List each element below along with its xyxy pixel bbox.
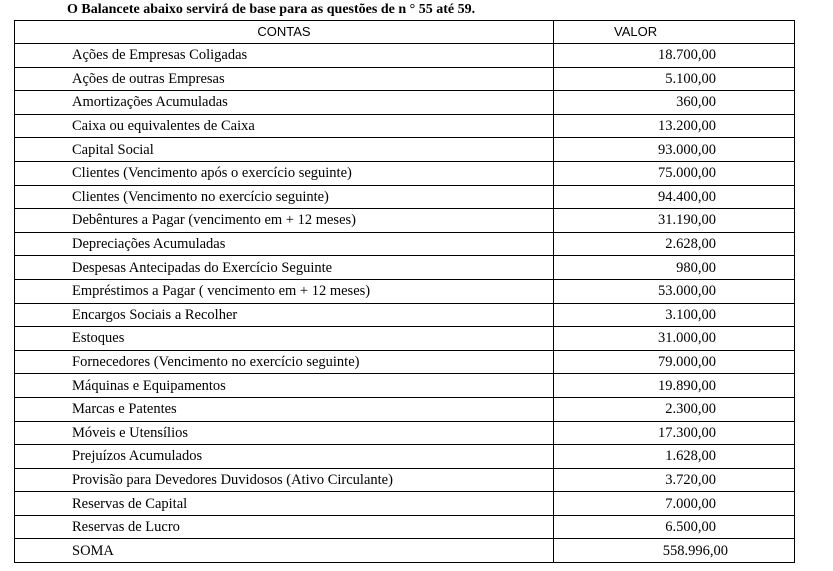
table-row (15, 44, 795, 68)
conta-cell: Reservas de Capital (15, 492, 554, 516)
valor-cell: 7.000,00 (554, 492, 795, 516)
conta-cell: Clientes (Vencimento após o exercício seguinte) (15, 161, 554, 185)
valor-cell: 17.300,00 (554, 421, 795, 445)
conta-cell: Móveis e Utensílios (15, 421, 554, 445)
conta-cell: Clientes (Vencimento no exercício seguinte) (15, 185, 554, 209)
valor-cell: 3.720,00 (554, 468, 795, 492)
table-row (15, 374, 795, 398)
conta-cell: Prejuízos Acumulados (15, 445, 554, 469)
valor-cell: 2.628,00 (554, 232, 795, 256)
valor-cell: 5.100,00 (554, 67, 795, 91)
conta-cell: Amortizações Acumuladas (15, 91, 554, 115)
conta-cell: Encargos Sociais a Recolher (15, 303, 554, 327)
valor-cell: 94.400,00 (554, 185, 795, 209)
table-row (15, 421, 795, 445)
conta-cell: Capital Social (15, 138, 554, 162)
valor-cell: 2.300,00 (554, 397, 795, 421)
header-valor: VALOR (554, 21, 795, 44)
valor-cell: 79.000,00 (554, 350, 795, 374)
valor-cell: 53.000,00 (554, 279, 795, 303)
conta-cell: Depreciações Acumuladas (15, 232, 554, 256)
table-row (15, 468, 795, 492)
total-row (15, 539, 795, 563)
table-row (15, 279, 795, 303)
table-row (15, 91, 795, 115)
balancete-table (14, 20, 795, 563)
valor-cell: 1.628,00 (554, 445, 795, 469)
valor-cell: 360,00 (554, 91, 795, 115)
valor-cell: 31.190,00 (554, 209, 795, 233)
valor-cell: 93.000,00 (554, 138, 795, 162)
table-row (15, 397, 795, 421)
page-heading: O Balancete abaixo servirá de base para as questões de n ° 55 até 59. (67, 2, 476, 17)
valor-cell: 18.700,00 (554, 44, 795, 68)
table-row (15, 256, 795, 280)
total-label: SOMA (15, 539, 554, 563)
conta-cell: Ações de outras Empresas (15, 67, 554, 91)
conta-cell: Máquinas e Equipamentos (15, 374, 554, 398)
valor-cell: 6.500,00 (554, 515, 795, 539)
valor-cell: 19.890,00 (554, 374, 795, 398)
table-row (15, 114, 795, 138)
conta-cell: Debêntures a Pagar (vencimento em + 12 meses) (15, 209, 554, 233)
valor-cell: 31.000,00 (554, 327, 795, 351)
table-row (15, 303, 795, 327)
table-header-row (15, 21, 795, 44)
table-row (15, 138, 795, 162)
valor-cell: 3.100,00 (554, 303, 795, 327)
conta-cell: Fornecedores (Vencimento no exercício seguinte) (15, 350, 554, 374)
table-row (15, 185, 795, 209)
conta-cell: Marcas e Patentes (15, 397, 554, 421)
table-row (15, 67, 795, 91)
header-contas: CONTAS (15, 21, 554, 44)
table-row (15, 350, 795, 374)
table-row (15, 327, 795, 351)
conta-cell: Estoques (15, 327, 554, 351)
table-row (15, 161, 795, 185)
table-row (15, 232, 795, 256)
conta-cell: Ações de Empresas Coligadas (15, 44, 554, 68)
conta-cell: Reservas de Lucro (15, 515, 554, 539)
table-row (15, 515, 795, 539)
conta-cell: Caixa ou equivalentes de Caixa (15, 114, 554, 138)
valor-cell: 13.200,00 (554, 114, 795, 138)
conta-cell: Empréstimos a Pagar ( vencimento em + 12 meses) (15, 279, 554, 303)
conta-cell: Provisão para Devedores Duvidosos (Ativo Circulante) (15, 468, 554, 492)
table-row (15, 209, 795, 233)
conta-cell: Despesas Antecipadas do Exercício Seguinte (15, 256, 554, 280)
valor-cell: 75.000,00 (554, 161, 795, 185)
total-value: 558.996,00 (554, 539, 795, 563)
table-row (15, 445, 795, 469)
valor-cell: 980,00 (554, 256, 795, 280)
table-row (15, 492, 795, 516)
